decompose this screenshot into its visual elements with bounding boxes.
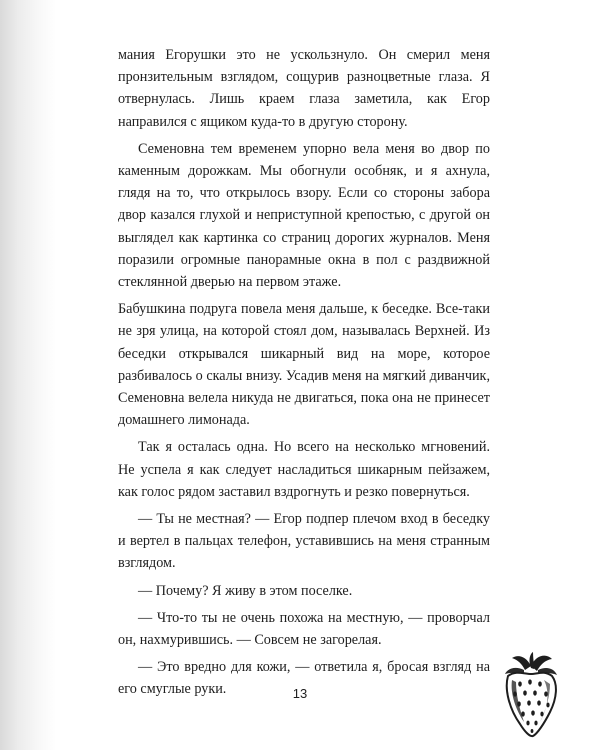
- paragraph: мания Егорушки это не ускользнуло. Он смерил меня пронзительным взглядом, сощурив разноцветные глаза. Я отвернулась. Лишь краем глаза заметила, как Егор направился с ящиком куда-то в другую сторону.: [118, 47, 490, 130]
- paragraph: Так я осталась одна. Но всего на несколько мгновений. Не успела я как следует насладиться шикарным пейзажем, как голос рядом заставил вздрогнуть и резко повернуться.: [118, 439, 490, 500]
- page-text: [118, 44, 490, 706]
- paragraph: — Почему? Я живу в этом поселке.: [138, 582, 353, 599]
- paragraph: Бабушкина подруга повела меня дальше, к беседке. Все-таки не зря улица, на которой стоял дом, называлась Верхней. Из беседки открывался шикарный вид на море, которое разбивалось о скалы внизу. Усадив меня на мягкий диванчик, Семеновна велела никуда не двигаться, пока она не принесет домашнего лимонада.: [118, 301, 490, 429]
- page-gutter-shadow: [0, 0, 56, 750]
- paragraph: — Это вредно для кожи, — ответила я, бросая взгляд на его смуглые руки.: [118, 659, 490, 698]
- paragraph: — Что-то ты не очень похожа на местную, — проворчал он, нахмурившись. — Совсем не загорелая.: [118, 609, 490, 649]
- paragraph: Семеновна тем временем упорно вела меня во двор по каменным дорожкам. Мы обогнули особняк, и я ахнула, глядя на то, что открылось взору. Если со стороны забора двор казался глухой и неприступной крепостью, с другой он выглядел как картинка со страниц дорогих журналов. Меня поразили огромные панорамные окна в пол с раздвижной стеклянной дверью на первом этаже.: [118, 140, 490, 291]
- strawberry-icon: [500, 650, 562, 740]
- page-number: 13: [292, 686, 308, 701]
- paragraph: — Ты не местная? — Егор подпер плечом вход в беседку и вертел в пальцах телефон, уставившись на меня странным взглядом.: [118, 511, 490, 572]
